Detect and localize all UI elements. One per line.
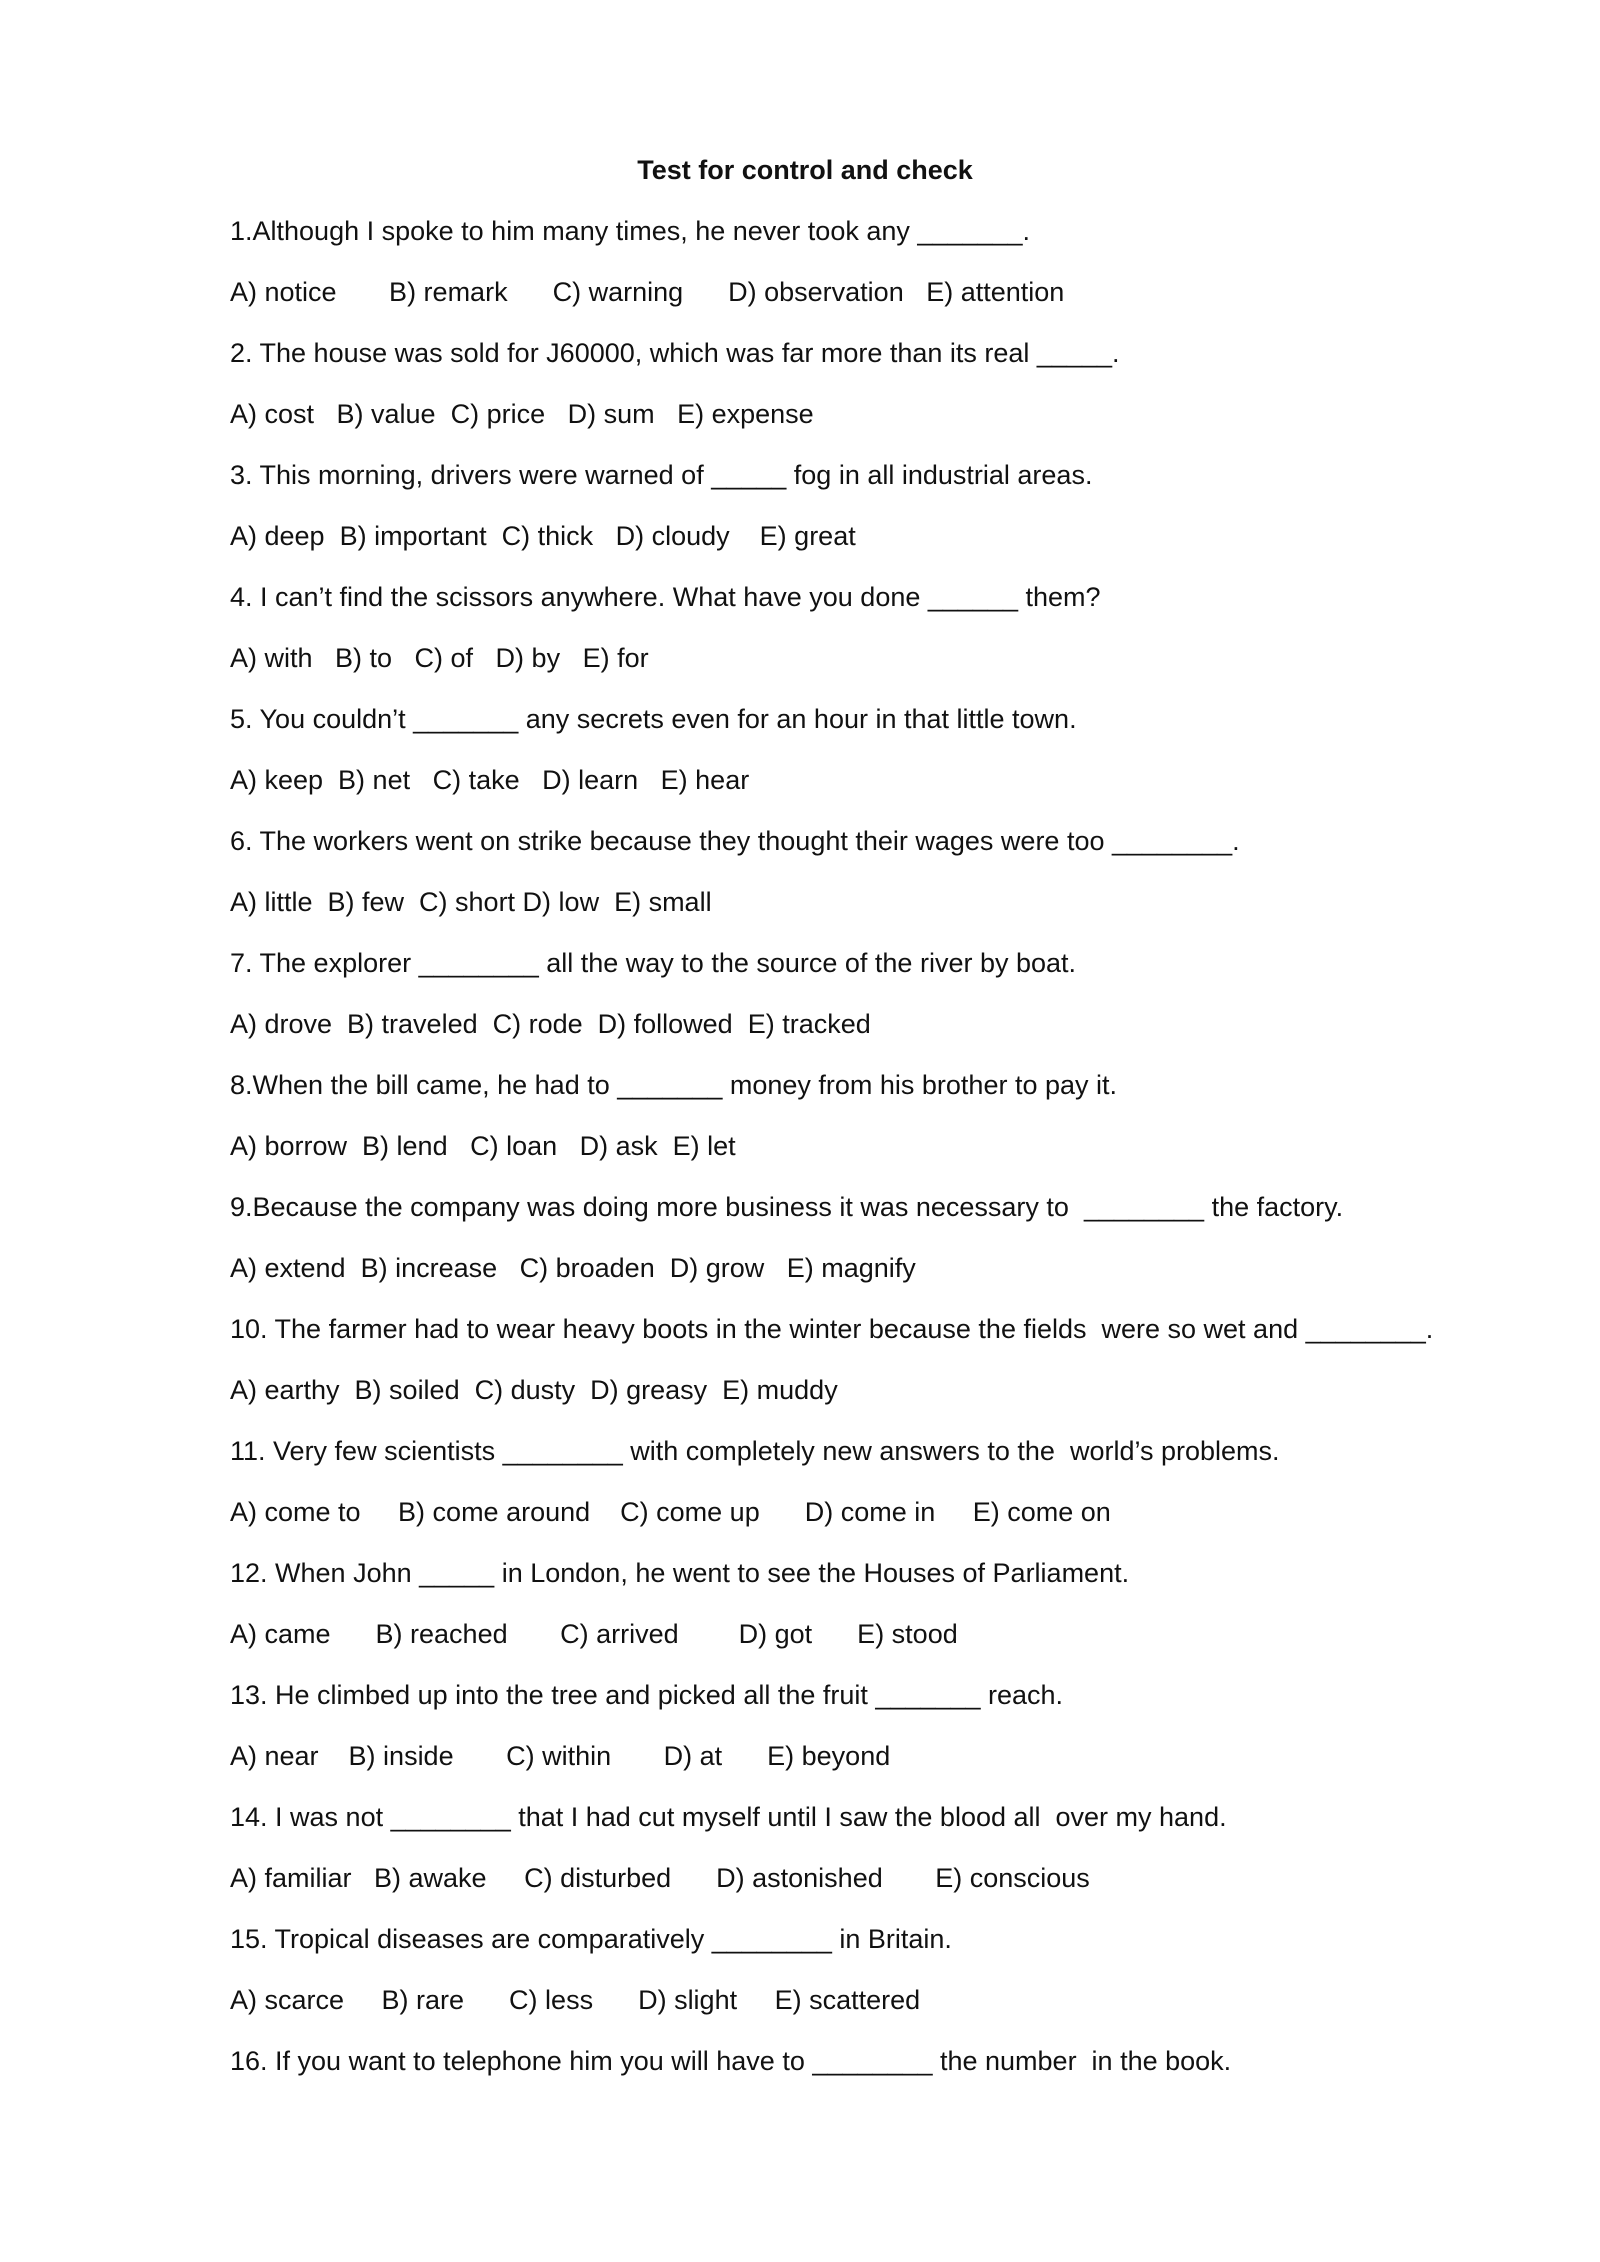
answer-options: A) familiar B) awake C) disturbed D) astonished E) conscious — [230, 1863, 1090, 1893]
question-text: 9.Because the company was doing more business it was necessary to ________ the factory. — [230, 1192, 1344, 1222]
answer-options: A) come to B) come around C) come up D) come in E) come on — [230, 1497, 1111, 1527]
answer-options: A) deep B) important C) thick D) cloudy E) great — [230, 521, 856, 551]
question-text: 11. Very few scientists ________ with completely new answers to the world’s problems. — [230, 1436, 1280, 1466]
question-text: 1.Although I spoke to him many times, he never took any _______. — [230, 216, 1030, 246]
answer-options: A) earthy B) soiled C) dusty D) greasy E) muddy — [230, 1375, 838, 1405]
answer-options: A) borrow B) lend C) loan D) ask E) let — [230, 1131, 736, 1161]
answer-options: A) keep B) net C) take D) learn E) hear — [230, 765, 750, 795]
question-text: 6. The workers went on strike because they thought their wages were too ________. — [230, 826, 1240, 856]
question-text: 14. I was not ________ that I had cut myself until I saw the blood all over my hand. — [230, 1802, 1227, 1832]
question-text: 4. I can’t find the scissors anywhere. What have you done ______ them? — [230, 582, 1101, 612]
answer-options: A) extend B) increase C) broaden D) grow E) magnify — [230, 1253, 916, 1283]
answer-options: A) drove B) traveled C) rode D) followed E) tracked — [230, 1009, 871, 1039]
question-text: 7. The explorer ________ all the way to the source of the river by boat. — [230, 948, 1077, 978]
question-text: 3. This morning, drivers were warned of _____ fog in all industrial areas. — [230, 460, 1093, 490]
question-text: 10. The farmer had to wear heavy boots in the winter because the fields were so wet and ________. — [230, 1314, 1434, 1344]
question-text: 13. He climbed up into the tree and picked all the fruit _______ reach. — [230, 1680, 1064, 1710]
question-text: 5. You couldn’t _______ any secrets even for an hour in that little town. — [230, 704, 1077, 734]
answer-options: A) cost B) value C) price D) sum E) expense — [230, 399, 814, 429]
question-text: 15. Tropical diseases are comparatively ________ in Britain. — [230, 1924, 952, 1954]
question-text: 2. The house was sold for J60000, which was far more than its real _____. — [230, 338, 1120, 368]
question-text: 16. If you want to telephone him you will have to ________ the number in the book. — [230, 2046, 1232, 2076]
question-text: 12. When John _____ in London, he went to see the Houses of Parliament. — [230, 1558, 1130, 1588]
answer-options: A) little B) few C) short D) low E) small — [230, 887, 712, 917]
answer-options: A) came B) reached C) arrived D) got E) stood — [230, 1619, 958, 1649]
answer-options: A) near B) inside C) within D) at E) beyond — [230, 1741, 891, 1771]
answer-options: A) scarce B) rare C) less D) slight E) scattered — [230, 1985, 921, 2015]
answer-options: A) with B) to C) of D) by E) for — [230, 643, 649, 673]
question-text: 8.When the bill came, he had to _______ money from his brother to pay it. — [230, 1070, 1118, 1100]
document-title: Test for control and check — [637, 155, 973, 185]
question-list — [230, 211, 1570, 2102]
answer-options: A) notice B) remark C) warning D) observation E) attention — [230, 277, 1065, 307]
